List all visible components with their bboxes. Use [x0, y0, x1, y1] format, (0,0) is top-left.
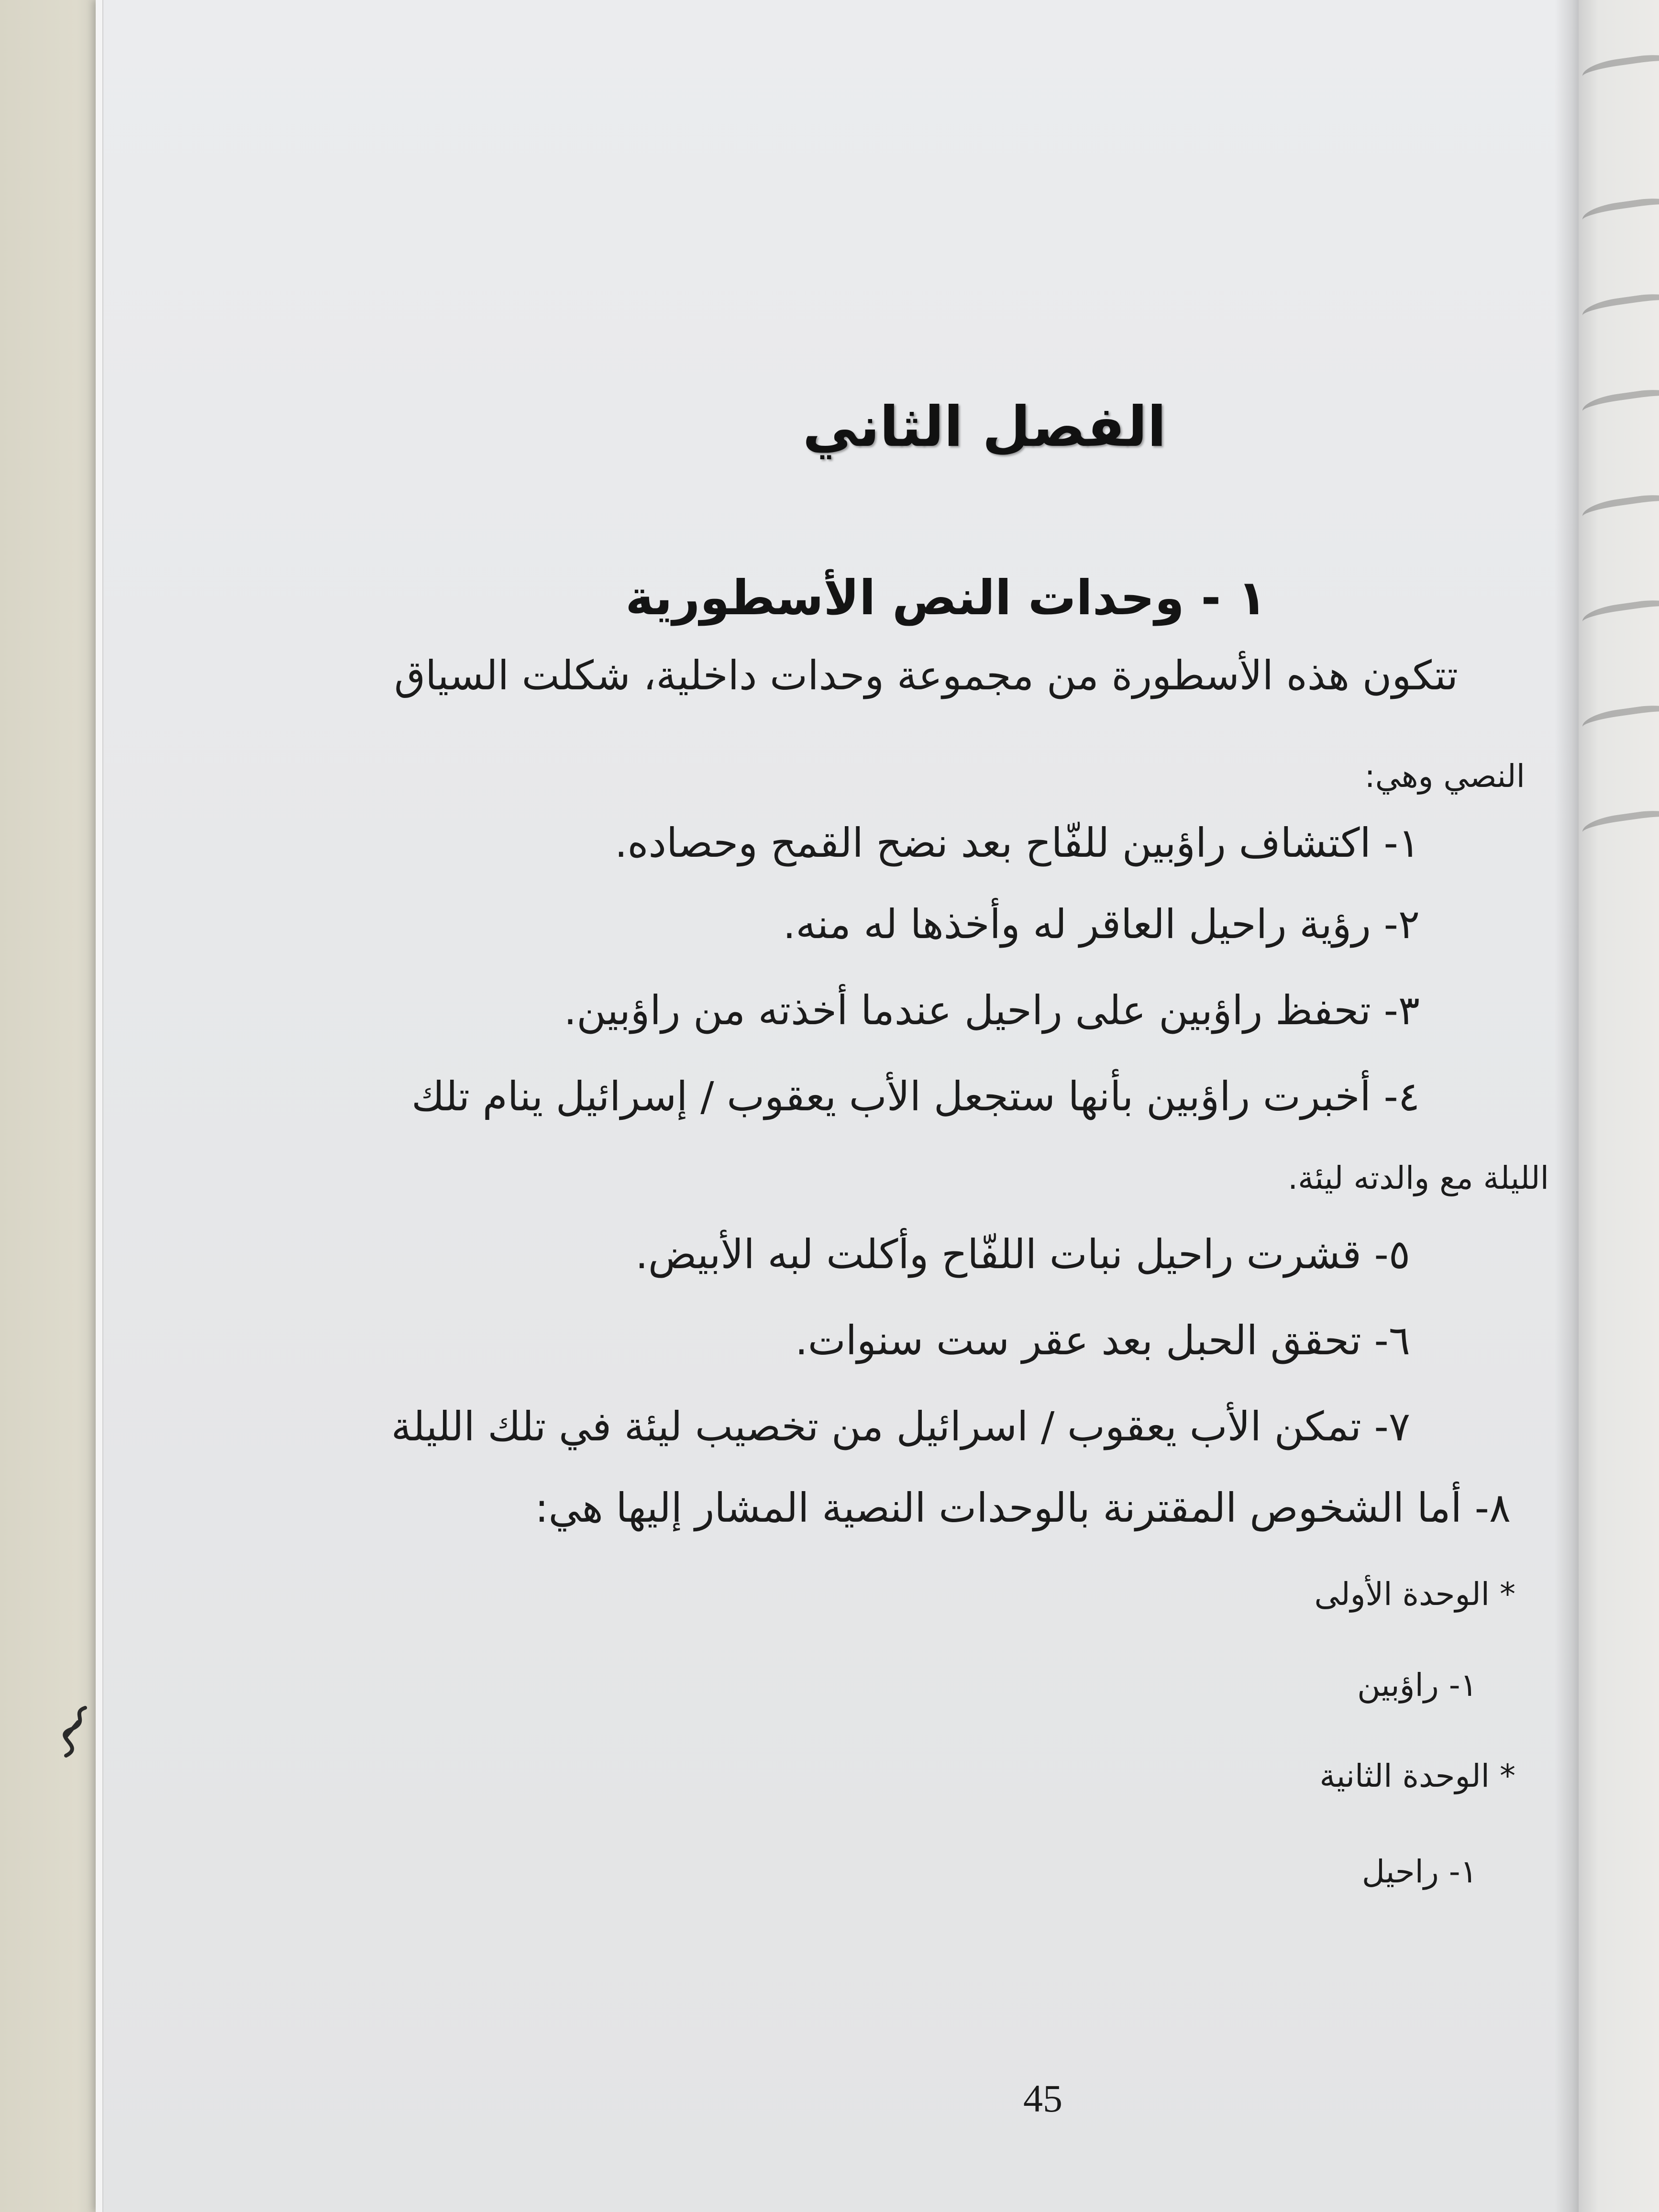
- list-item: ٨- أما الشخوص المقترنة بالوحدات النصية المشار إليها هي:: [535, 1484, 1511, 1531]
- chapter-title: الفصل الثاني: [802, 395, 1166, 459]
- list-item: ١- اكتشاف راؤبين للفّاح بعد نضح القمح وحصاده.: [614, 819, 1420, 866]
- list-item: ٢- رؤية راحيل العاقر له وأخذها له منه.: [783, 901, 1420, 948]
- list-item-continuation: الليلة مع والدته ليئة.: [1288, 1160, 1549, 1196]
- list-item: ٥- قشرت راحيل نبات اللفّاح وأكلت لبه الأبيض.: [635, 1231, 1410, 1278]
- unit-heading: * الوحدة الثانية: [1319, 1758, 1515, 1794]
- paragraph-line: تتكون هذه الأسطورة من مجموعة وحدات داخلية، شكلت السياق: [394, 652, 1458, 699]
- list-item: ٤- أخبرت راؤبين بأنها ستجعل الأب يعقوب / إسرائيل ينام تلك: [411, 1073, 1420, 1120]
- unit-item: ١- راؤبين: [1357, 1667, 1477, 1703]
- list-item: ٧- تمكن الأب يعقوب / اسرائيل من تخصيب ليئة في تلك الليلة: [391, 1403, 1410, 1450]
- unit-heading: * الوحدة الأولى: [1314, 1576, 1515, 1613]
- section-title: ١ - وحدات النص الأسطورية: [625, 570, 1267, 626]
- list-item: ٦- تحقق الحبل بعد عقر ست سنوات.: [795, 1317, 1410, 1364]
- unit-item: ١- راحيل: [1361, 1853, 1477, 1890]
- list-item: ٣- تحفظ راؤبين على راحيل عندما أخذته من راؤبين.: [564, 987, 1420, 1034]
- paragraph-line: النصي وهي:: [1364, 758, 1525, 795]
- page-number: 45: [1023, 2077, 1062, 2120]
